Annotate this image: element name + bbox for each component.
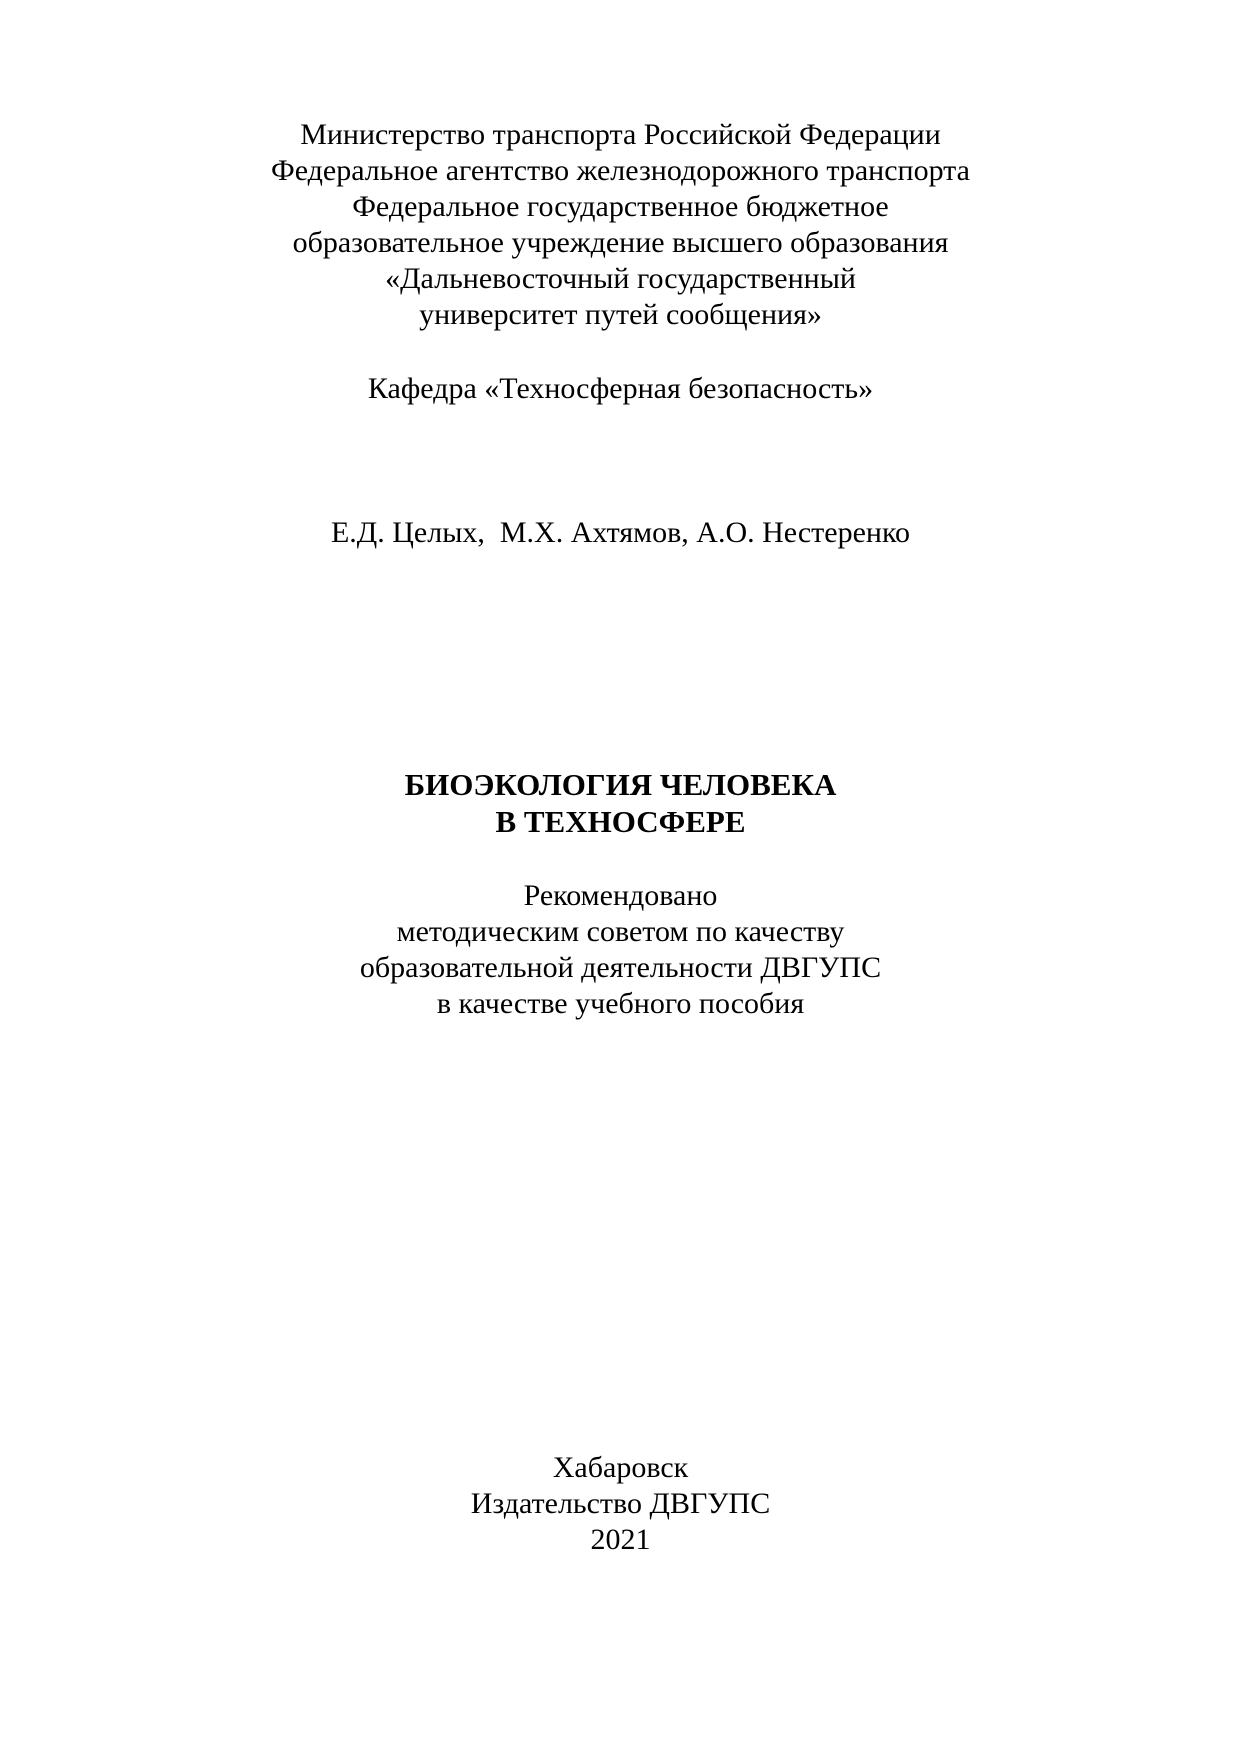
- recommendation-block: [0, 878, 1241, 1022]
- recommendation-line: Рекомендовано: [523, 879, 718, 912]
- book-title: [0, 766, 1241, 840]
- header-line: Федеральное агентство железнодорожного транспорта: [271, 154, 970, 187]
- recommendation-line: образовательной деятельности ДВГУПС: [359, 951, 882, 984]
- imprint-city: Хабаровск: [552, 1451, 689, 1484]
- imprint-year: 2021: [590, 1523, 651, 1556]
- recommendation-line: методическим советом по качеству: [396, 915, 845, 948]
- header-line: «Дальневосточный государственный: [385, 262, 856, 295]
- department-block: [0, 371, 1241, 407]
- header-line: Федеральное государственное бюджетное: [352, 190, 889, 223]
- imprint-publisher: Издательство ДВГУПС: [470, 1487, 771, 1520]
- authors-block: [0, 515, 1241, 551]
- ministry-header: [0, 117, 1241, 333]
- title-line: В ТЕХНОСФЕРЕ: [495, 804, 746, 839]
- title-line: БИОЭКОЛОГИЯ ЧЕЛОВЕКА: [404, 767, 837, 802]
- header-line: университет путей сообщения»: [419, 298, 822, 331]
- authors-list: Е.Д. Целых, М.Х. Ахтямов, А.О. Нестеренко: [330, 516, 911, 549]
- recommendation-line: в качестве учебного пособия: [436, 987, 805, 1020]
- imprint-block: [0, 1450, 1241, 1558]
- header-line: образовательное учреждение высшего образования: [292, 226, 949, 259]
- department-name: Кафедра «Техносферная безопасность»: [367, 372, 874, 405]
- header-line: Министерство транспорта Российской Федерации: [300, 118, 941, 151]
